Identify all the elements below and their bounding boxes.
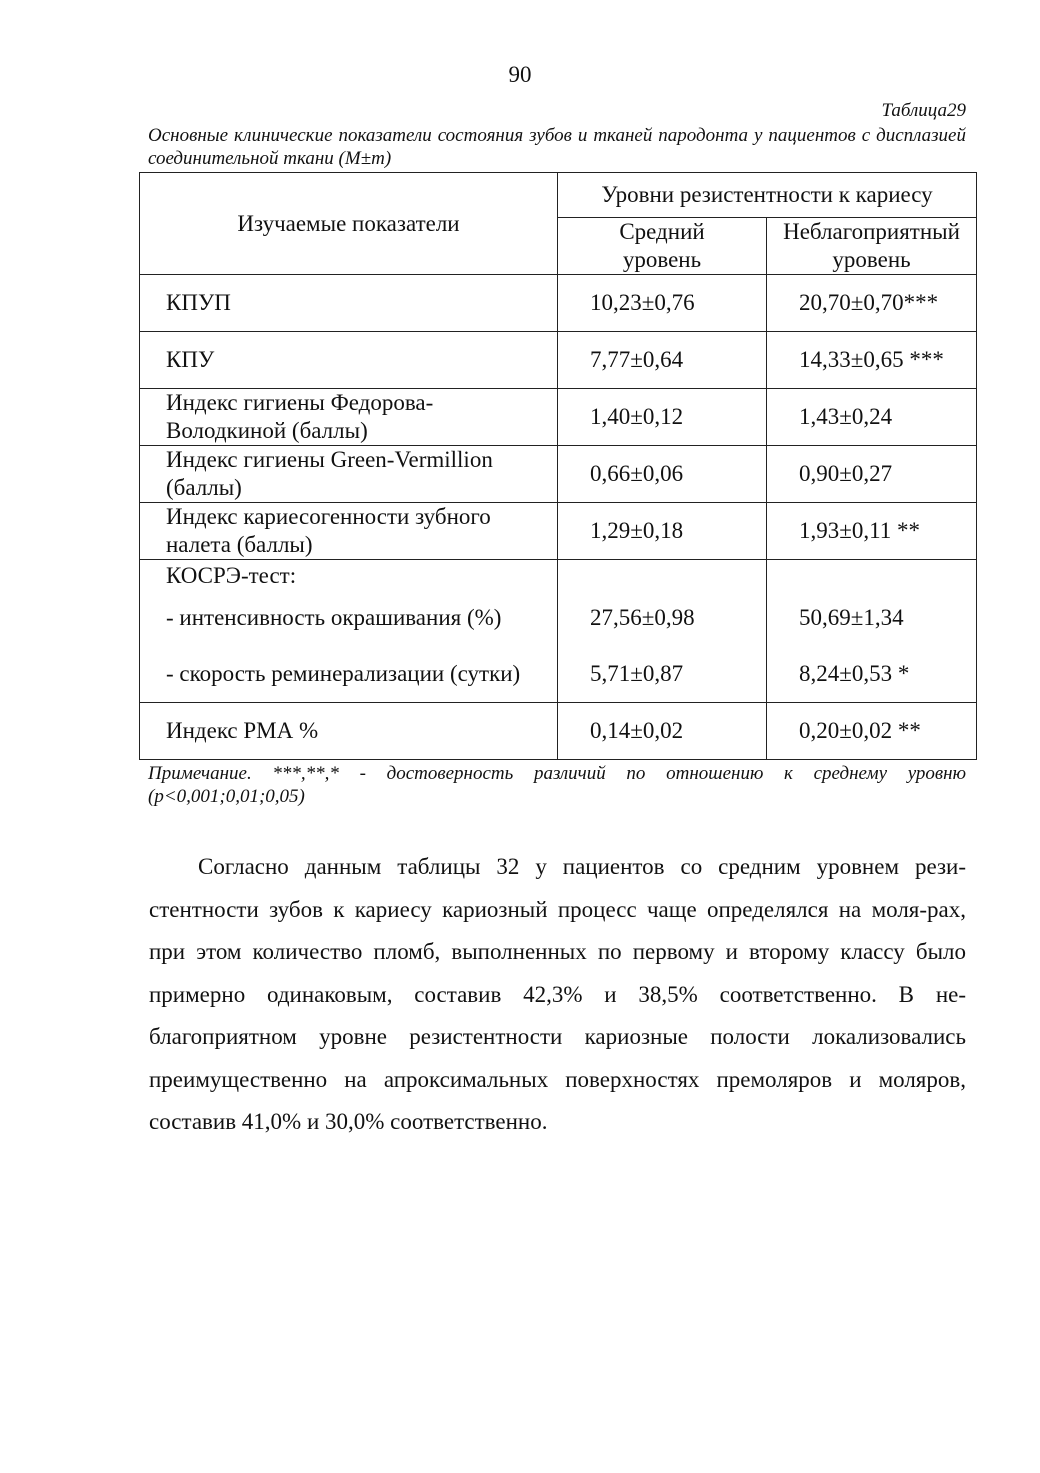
header-average-line1: Средний bbox=[619, 219, 705, 244]
header-average-line2: уровень bbox=[622, 247, 702, 272]
row-unfavorable-value: 0,90±0,27 bbox=[767, 446, 977, 503]
body-paragraph: Согласно данным таблицы 32 у пациентов со средним уровнем рези-стентности зубов к кариесу кариозный процесс чаще определялся на моля-рах, при этом количество пломб, выполненных по первому и второму классу было примерно одинаковым, составив 42,3% и 38,5% соответственно. В не-благоприятном уровне резистентности кариозные полости локализовались преимущественно на апроксимальных поверхностях премоляров и моляров, составив 41,0% и 30,0% соответственно. bbox=[149, 854, 966, 1134]
kosre-unfavorable bbox=[767, 560, 977, 703]
kosre-intensity-label: - интенсивность окрашивания (%) bbox=[166, 605, 502, 630]
row-average-value: 10,23±0,76 bbox=[558, 275, 767, 332]
row-unfavorable-value: 1,43±0,24 bbox=[767, 389, 977, 446]
kosre-speed-average: 5,71±0,87 bbox=[590, 661, 684, 686]
body-text bbox=[149, 846, 966, 1144]
table-row bbox=[140, 389, 977, 446]
row-indicator: КПУ bbox=[140, 332, 558, 389]
kosre-indicator bbox=[140, 560, 558, 703]
kosre-intensity-average: 27,56±0,98 bbox=[590, 605, 695, 630]
row-indicator bbox=[140, 389, 558, 446]
kosre-title: КОСРЭ-тест: bbox=[166, 563, 297, 588]
row-unfavorable-value: 14,33±0,65 *** bbox=[767, 332, 977, 389]
table-label: Таблица29 bbox=[881, 100, 966, 121]
row-indicator-line2: налета (баллы) bbox=[166, 532, 313, 557]
row-indicator-line2: (баллы) bbox=[166, 475, 242, 500]
header-unfavorable-level bbox=[767, 218, 977, 275]
data-table bbox=[139, 172, 977, 760]
table-row bbox=[140, 275, 977, 332]
kosre-speed-unfavorable: 8,24±0,53 * bbox=[799, 661, 910, 686]
row-indicator-line1: Индекс кариесогенности зубного bbox=[166, 504, 491, 529]
row-unfavorable-value: 20,70±0,70*** bbox=[767, 275, 977, 332]
row-indicator bbox=[140, 503, 558, 560]
header-resistance-levels: Уровни резистентности к кариесу bbox=[558, 173, 977, 218]
header-unfavorable-line2: уровень bbox=[832, 247, 911, 272]
kosre-speed-label: - скорость реминерализации (сутки) bbox=[166, 661, 521, 686]
header-average-level bbox=[558, 218, 767, 275]
header-indicators: Изучаемые показатели bbox=[140, 173, 558, 275]
row-indicator bbox=[140, 446, 558, 503]
row-indicator-line1: Индекс гигиены Green-Vermillion bbox=[166, 447, 493, 472]
row-indicator-line1: Индекс гигиены Федорова- bbox=[166, 390, 434, 415]
row-average-value: 7,77±0,64 bbox=[558, 332, 767, 389]
table-row-kosre bbox=[140, 560, 977, 703]
row-indicator: Индекс РМА % bbox=[140, 703, 558, 760]
row-average-value: 0,14±0,02 bbox=[558, 703, 767, 760]
row-unfavorable-value: 0,20±0,02 ** bbox=[767, 703, 977, 760]
row-unfavorable-value: 1,93±0,11 ** bbox=[767, 503, 977, 560]
row-average-value: 0,66±0,06 bbox=[558, 446, 767, 503]
table-note: Примечание. ***,**,* - достоверность различий по отношению к среднему уровню (p<0,001;0,01;0,05) bbox=[148, 763, 966, 807]
row-indicator-line2: Володкиной (баллы) bbox=[166, 418, 368, 443]
kosre-intensity-unfavorable: 50,69±1,34 bbox=[799, 605, 904, 630]
header-unfavorable-line1: Неблагоприятный bbox=[783, 219, 960, 244]
row-average-value: 1,29±0,18 bbox=[558, 503, 767, 560]
row-indicator: КПУП bbox=[140, 275, 558, 332]
table-row bbox=[140, 503, 977, 560]
table-row bbox=[140, 332, 977, 389]
table-row bbox=[140, 703, 977, 760]
row-average-value: 1,40±0,12 bbox=[558, 389, 767, 446]
kosre-average bbox=[558, 560, 767, 703]
page-number: 90 bbox=[508, 62, 532, 87]
table-row bbox=[140, 446, 977, 503]
table-caption: Основные клинические показатели состояния зубов и тканей пародонта у пациентов с дисплазией соединительной ткани (M±m) bbox=[148, 125, 966, 169]
